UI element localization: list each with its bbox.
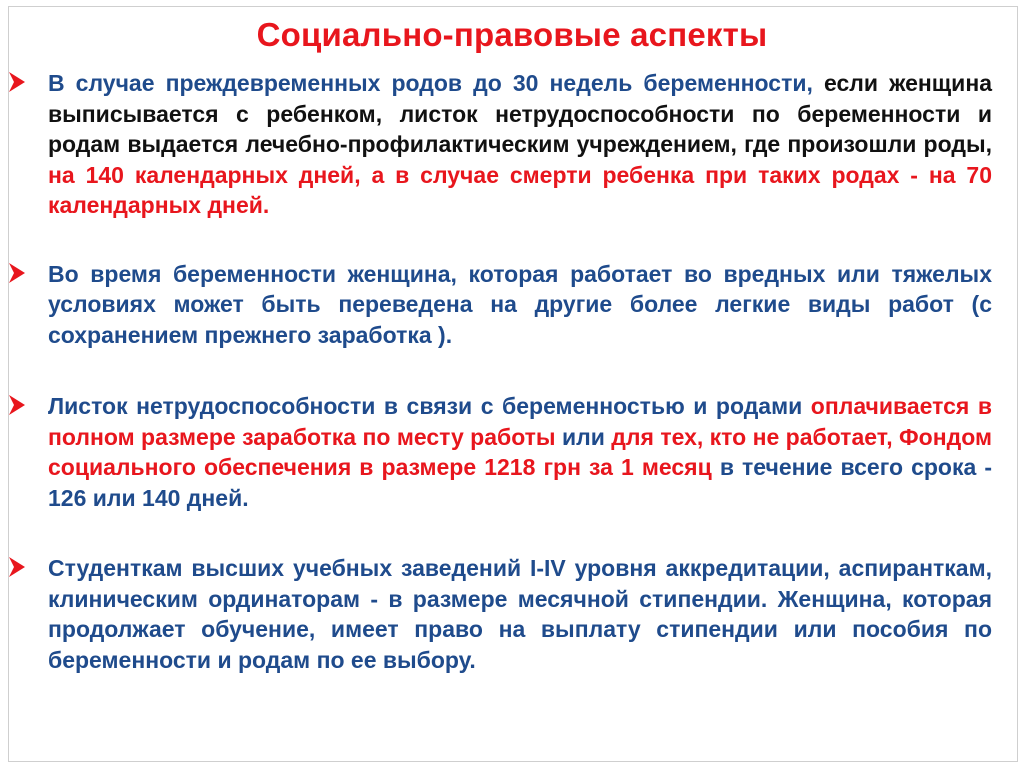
chevron-arrow-icon (7, 554, 27, 580)
bullet-text-segment: или (555, 423, 612, 450)
bullet-text-segment: в течение всего срока - 126 или 140 дней. (48, 454, 993, 511)
chevron-arrow-icon (7, 260, 27, 286)
bullet-list (48, 68, 992, 675)
bullet-text-segment: Во время беременности женщина, которая работает во вредных или тяжелых условиях может быть переведена на другие более легкие виды работ (с сохранением прежнего заработка ). (48, 260, 992, 348)
bullet-text-segment: Студенткам высших учебных заведений I-IV уровня аккредитации, аспиранткам, клиническим ординаторам - в размере месячной стипендии. Женщина, которая продолжает обучение, имеет право на выплату стипендии или пособия по беременности и родам по ее выбору. (48, 555, 992, 673)
bullet-text-segment: оплачивается в полном размере заработка по месту работы (48, 393, 992, 450)
bullet-item (48, 553, 992, 675)
chevron-arrow-icon (7, 392, 27, 418)
bullet-text-segment: если женщина выписывается с ребенком, листок нетрудоспособности по беременности и родам выдается лечебно-профилактическим учреждением, где произошли роды, (48, 70, 993, 157)
bullet-text-segment: Листок нетрудоспособности в связи с беременностью и родами (48, 393, 811, 419)
bullet-text-segment: В случае преждевременных родов до 30 недель беременности, (48, 70, 813, 96)
bullet-item (48, 259, 992, 351)
bullet-text-segment: на 140 календарных дней, а в случае смерти ребенка при таких родах - на 70 календарных дней. (48, 161, 992, 218)
bullet-item (48, 391, 992, 513)
bullet-item (48, 68, 992, 221)
slide-title: Социально-правовые аспекты (256, 16, 768, 53)
bullet-text-segment: для тех, кто не работает, Фондом социального обеспечения в размере 1218 грн за 1 месяц (48, 423, 992, 480)
chevron-arrow-icon (7, 69, 27, 95)
